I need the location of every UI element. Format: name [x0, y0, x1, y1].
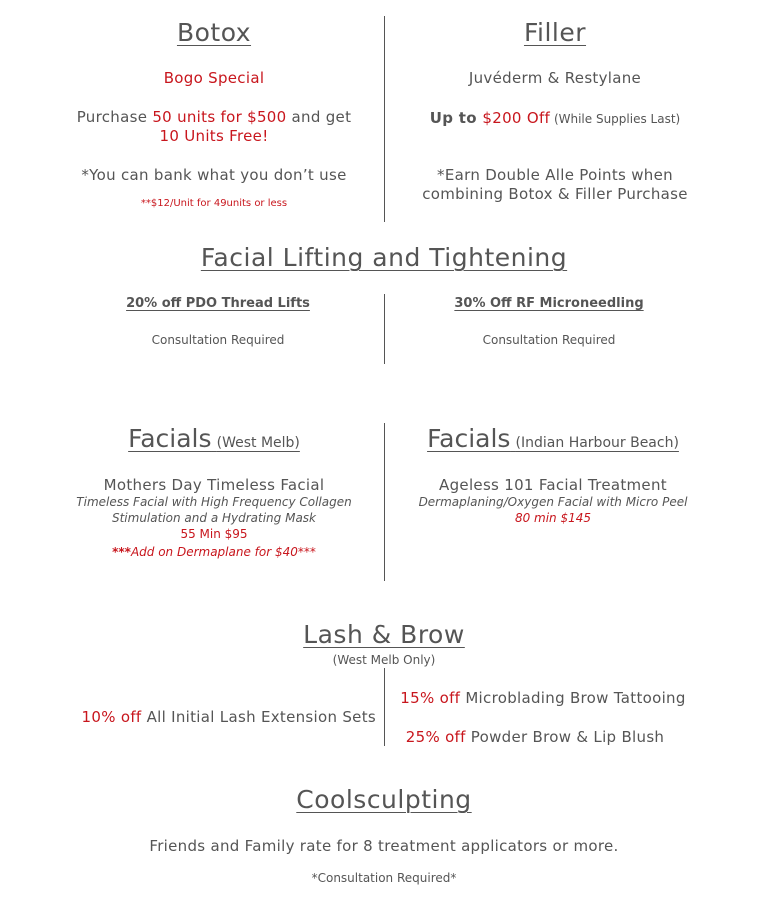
facials-ihb-title: Facials	[427, 424, 511, 453]
microblading-discount: 15% off	[400, 689, 461, 707]
coolsculpting-note: *Consultation Required*	[311, 871, 457, 885]
filler-brands: Juvéderm & Restylane	[468, 69, 642, 87]
lash-extension-offer	[82, 708, 376, 726]
powder-brow-text: Powder Brow & Lip Blush	[465, 728, 665, 746]
facials-ihb-heading	[385, 424, 721, 453]
coolsculpting-offer: Friends and Family rate for 8 treatment applicators or more.	[149, 837, 619, 855]
lifting-heading: Facial Lifting and Tightening	[200, 243, 568, 272]
facials-ihb-price: 80 min $145	[514, 511, 592, 525]
filler-points-line1: *Earn Double Alle Points when	[437, 166, 673, 184]
botox-unit-note: **$12/Unit for 49units or less	[140, 198, 288, 209]
botox-free-units: 10 Units Free!	[159, 127, 269, 145]
powder-brow-offer	[385, 728, 685, 746]
botox-offer-price: 50 units for $500	[152, 108, 287, 126]
facials-west-desc2: Stimulation and a Hydrating Mask	[111, 511, 316, 525]
facials-ihb-name: Ageless 101 Facial Treatment	[439, 476, 667, 494]
facials-west-addon-prefix: ***	[112, 545, 131, 559]
filler-heading: Filler	[523, 18, 587, 47]
facials-west-name: Mothers Day Timeless Facial	[103, 476, 325, 494]
facials-ihb-location: (Indian Harbour Beach)	[515, 435, 679, 451]
facials-west-addon-text: Add on Dermaplane for $40***	[130, 545, 316, 559]
lifting-right-note: Consultation Required	[482, 333, 616, 347]
facials-ihb-desc: Dermaplaning/Oxygen Facial with Micro Peel	[418, 495, 688, 509]
facials-west-price: 55 Min $95	[180, 527, 248, 541]
botox-offer-pre: Purchase	[76, 108, 153, 126]
botox-bank-note: *You can bank what you don’t use	[81, 166, 347, 184]
lash-extension-discount: 10% off	[81, 708, 142, 726]
lifting-right-offer: 30% Off RF Microneedling	[454, 296, 644, 311]
lash-heading: Lash & Brow	[303, 620, 465, 649]
microblading-offer	[385, 689, 701, 707]
filler-offer-pre: Up to	[429, 109, 483, 127]
botox-offer-line	[44, 108, 384, 126]
lash-extension-text: All Initial Lash Extension Sets	[141, 708, 376, 726]
facials-west-location: (West Melb)	[216, 435, 300, 451]
lifting-left-note: Consultation Required	[151, 333, 285, 347]
lash-subheading: (West Melb Only)	[332, 653, 436, 667]
powder-brow-discount: 25% off	[405, 728, 466, 746]
filler-offer-post: (While Supplies Last)	[550, 112, 681, 126]
lifting-left-offer: 20% off PDO Thread Lifts	[126, 296, 310, 311]
facials-west-addon	[44, 545, 384, 559]
microblading-text: Microblading Brow Tattooing	[460, 689, 686, 707]
filler-offer-amount: $200 Off	[482, 109, 551, 127]
botox-special: Bogo Special	[163, 69, 265, 87]
filler-points-line2: combining Botox & Filler Purchase	[422, 185, 688, 203]
coolsculpting-heading: Coolsculpting	[296, 785, 472, 814]
facials-west-title: Facials	[128, 424, 212, 453]
filler-offer	[385, 108, 725, 127]
botox-offer-post: and get	[286, 108, 352, 126]
botox-heading: Botox	[176, 18, 252, 47]
facials-west-heading	[44, 424, 384, 453]
facials-west-desc1: Timeless Facial with High Frequency Collagen	[76, 495, 352, 509]
